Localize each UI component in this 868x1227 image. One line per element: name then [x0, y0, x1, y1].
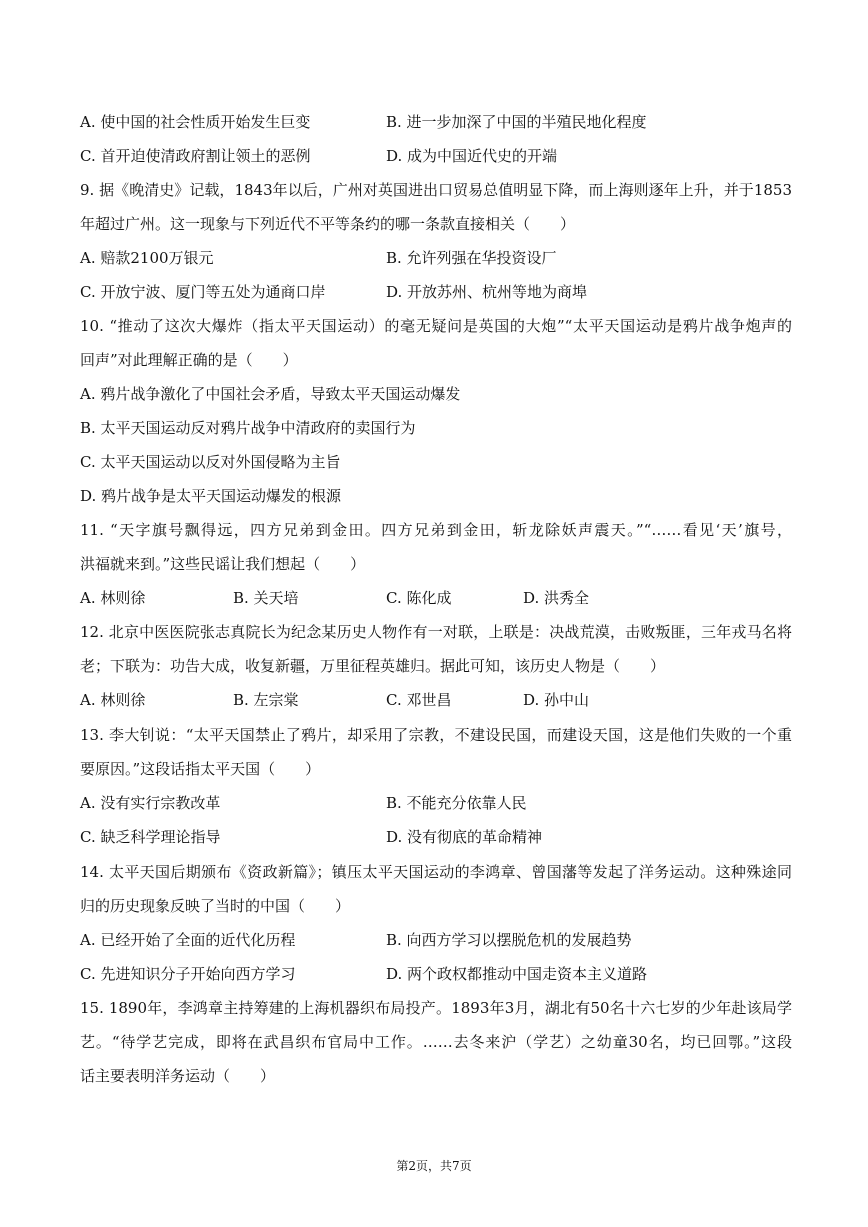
q13-option-a: A. 没有实行宗教改革 — [80, 794, 221, 812]
page-footer: 第2页，共7页 — [396, 1159, 472, 1173]
q10-stem-line-2: 回声”对此理解正确的是（ ） — [80, 351, 298, 369]
q9-option-b: B. 允许列强在华投资设厂 — [386, 249, 557, 267]
q12-stem-line-2: 老；下联为：功告大成，收复新疆，万里征程英雄归。据此可知，该历史人物是（ ） — [80, 657, 666, 675]
q15-stem-line-3: 话主要表明洋务运动（ ） — [80, 1067, 276, 1085]
q9-stem-line-2: 年超过广州。这一现象与下列近代不平等条约的哪一条款直接相关（ ） — [80, 215, 576, 233]
q8-option-a: A. 使中国的社会性质开始发生巨变 — [80, 113, 311, 131]
q10-option-b: B. 太平天国运动反对鸦片战争中清政府的卖国行为 — [80, 419, 416, 437]
q14-stem-line-2: 归的历史现象反映了当时的中国（ ） — [80, 897, 351, 915]
q12-option-c: C. 邓世昌 — [386, 691, 452, 709]
q12-option-a: A. 林则徐 — [80, 691, 146, 709]
q9-option-c: C. 开放宁波、厦门等五处为通商口岸 — [80, 283, 326, 301]
q11-option-b: B. 关天培 — [233, 589, 299, 607]
q15-stem-line-1: 15. 1890年，李鸿章主持筹建的上海机器织布局投产。1893年3月，湖北有50名十六七岁的少年赴该局学 — [80, 999, 792, 1017]
q8-option-d: D. 成为中国近代史的开端 — [386, 147, 558, 165]
q10-stem-line-1: 10. “推动了这次大爆炸（指太平天国运动）的毫无疑问是英国的大炮”“太平天国运动是鸦片战争炮声的 — [80, 317, 792, 335]
q12-stem-line-1: 12. 北京中医医院张志真院长为纪念某历史人物作有一对联，上联是：决战荒漠，击败叛匪，三年戎马名将 — [80, 623, 792, 641]
q13-stem-line-1: 13. 李大钊说：“太平天国禁止了鸦片，却采用了宗教，不建设民国，而建设天国，这是他们失败的一个重 — [80, 726, 792, 744]
q8-option-b: B. 进一步加深了中国的半殖民地化程度 — [386, 113, 647, 131]
q9-option-d: D. 开放苏州、杭州等地为商埠 — [386, 283, 588, 301]
q11-stem-line-1: 11. “天字旗号飘得远，四方兄弟到金田。四方兄弟到金田，斩龙除妖声震天。”“……看见‘天’旗号， — [80, 521, 792, 539]
q9-option-a: A. 赔款2100万银元 — [80, 249, 214, 267]
q12-option-b: B. 左宗棠 — [233, 691, 299, 709]
q12-option-d: D. 孙中山 — [523, 691, 590, 709]
q10-option-d: D. 鸦片战争是太平天国运动爆发的根源 — [80, 487, 342, 505]
q8-option-c: C. 首开迫使清政府割让领土的恶例 — [80, 147, 311, 165]
q10-option-a: A. 鸦片战争激化了中国社会矛盾，导致太平天国运动爆发 — [80, 385, 461, 403]
q14-option-c: C. 先进知识分子开始向西方学习 — [80, 965, 296, 983]
q14-stem-line-1: 14. 太平天国后期颁布《资政新篇》；镇压太平天国运动的李鸿章、曾国藩等发起了洋务运动。这种殊途同 — [80, 863, 792, 881]
q11-stem-line-2: 洪福就来到。”这些民谣让我们想起（ ） — [80, 555, 366, 573]
q13-stem-line-2: 要原因。”这段话指太平天国（ ） — [80, 760, 321, 778]
q14-option-d: D. 两个政权都推动中国走资本主义道路 — [386, 965, 648, 983]
q9-stem-line-1: 9. 据《晚清史》记载，1843年以后，广州对英国进出口贸易总值明显下降，而上海则逐年上升，并于1853 — [80, 181, 792, 199]
q11-option-d: D. 洪秀全 — [523, 589, 590, 607]
q13-option-d: D. 没有彻底的革命精神 — [386, 828, 543, 846]
q14-option-a: A. 已经开始了全面的近代化历程 — [80, 931, 296, 949]
q13-option-c: C. 缺乏科学理论指导 — [80, 828, 221, 846]
q10-option-c: C. 太平天国运动以反对外国侵略为主旨 — [80, 453, 341, 471]
q11-option-a: A. 林则徐 — [80, 589, 146, 607]
q15-stem-line-2: 艺。“待学艺完成，即将在武昌织布官局中工作。……去冬来沪（学艺）之幼童30名，均已回鄂。”这段 — [80, 1033, 792, 1051]
q11-option-c: C. 陈化成 — [386, 589, 452, 607]
q13-option-b: B. 不能充分依靠人民 — [386, 794, 527, 812]
q14-option-b: B. 向西方学习以摆脱危机的发展趋势 — [386, 931, 632, 949]
